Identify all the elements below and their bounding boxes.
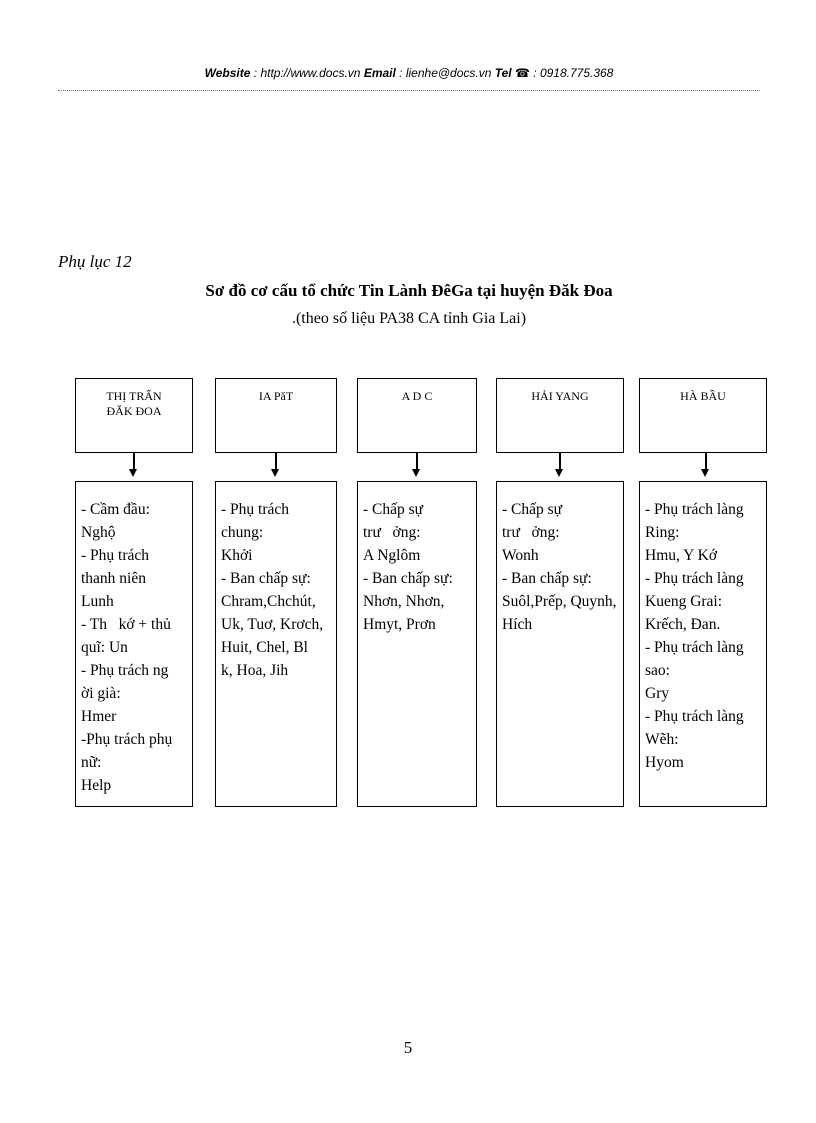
org-detail-box-2 bbox=[215, 481, 337, 807]
detail-line: Suôl,Prếp, Quynh, Hích bbox=[502, 593, 621, 633]
detail-line: Wonh bbox=[502, 547, 539, 564]
org-heading-box-1 bbox=[75, 378, 193, 453]
detail-line: - Chấp sự bbox=[363, 501, 424, 518]
website-value: : http://www.docs.vn bbox=[250, 66, 364, 80]
detail-line: Lunh bbox=[81, 593, 114, 610]
org-heading-box-2 bbox=[215, 378, 337, 453]
detail-line: - Phụ trách chung: bbox=[221, 501, 293, 541]
detail-line: - Ban chấp sự: bbox=[502, 570, 592, 587]
detail-line: Khởi bbox=[221, 547, 253, 564]
detail-line: - Phụ trách làng bbox=[645, 708, 744, 725]
detail-line: Nhơn, Nhơn, Hmyt, Prơn bbox=[363, 593, 449, 633]
detail-line: - Ban chấp sự: bbox=[363, 570, 453, 587]
detail-line: - Phụ trách làng bbox=[645, 639, 744, 656]
detail-line: trư ởng: bbox=[363, 524, 421, 541]
detail-line: -Phụ trách phụ nữ: bbox=[81, 731, 177, 771]
org-heading-text-2: IA PăT bbox=[258, 389, 294, 403]
page-title: Sơ đồ cơ cấu tổ chức Tin Lành ĐêGa tại huyện Đăk Đoa bbox=[205, 281, 613, 300]
down-arrow-icon bbox=[559, 453, 561, 473]
website-label: Website bbox=[204, 66, 251, 80]
detail-line: Kueng Grai: bbox=[645, 593, 723, 610]
detail-line: Gry bbox=[645, 685, 670, 702]
detail-line: - Phụ trách ng ời già: bbox=[81, 662, 181, 702]
detail-line: - Cầm đầu: Nghộ bbox=[81, 501, 154, 541]
org-detail-box-4 bbox=[496, 481, 624, 807]
detail-line: - Phụ trách làng bbox=[645, 570, 744, 587]
org-heading-text-5: HÀ BẦU bbox=[680, 389, 726, 403]
detail-line: A Nglôm bbox=[363, 547, 421, 564]
page-subtitle: .(theo số liệu PA38 CA tỉnh Gia Lai) bbox=[291, 310, 527, 327]
appendix-label: Phụ lục 12 bbox=[58, 252, 132, 271]
detail-line: - Phụ trách làng bbox=[645, 501, 744, 518]
down-arrow-icon bbox=[416, 453, 418, 473]
detail-line: trư ởng: bbox=[502, 524, 560, 541]
org-heading-text-1: THỊ TRẤN ĐĂK ĐOA bbox=[106, 389, 162, 418]
email-label: Email bbox=[363, 66, 396, 80]
org-heading-box-5 bbox=[639, 378, 767, 453]
down-arrow-icon bbox=[133, 453, 135, 473]
detail-line: Chram,Chchút, Uk, Tuơ, Krơch, Huit, Chel, Bl k, Hoa, Jih bbox=[221, 593, 327, 679]
page-header bbox=[58, 66, 760, 80]
tel-value: ☎ : 0918.775.368 bbox=[511, 66, 614, 80]
detail-line: - Ban chấp sự: bbox=[221, 570, 311, 587]
detail-line: Hyom bbox=[645, 754, 684, 771]
detail-line: sao: bbox=[645, 662, 670, 679]
email-value: : lienhe@docs.vn bbox=[395, 66, 495, 80]
detail-line: Wẽh: bbox=[645, 731, 679, 748]
org-heading-text-4: HẢI YANG bbox=[531, 389, 589, 403]
header-divider bbox=[58, 90, 760, 91]
org-detail-box-5 bbox=[639, 481, 767, 807]
detail-line: - Phụ trách thanh niên bbox=[81, 547, 153, 587]
detail-line: Help bbox=[81, 777, 112, 794]
org-heading-box-3 bbox=[357, 378, 477, 453]
down-arrow-icon bbox=[275, 453, 277, 473]
org-heading-box-4 bbox=[496, 378, 624, 453]
detail-line: Hmer bbox=[81, 708, 117, 725]
page-number: 5 bbox=[403, 1038, 413, 1057]
detail-line: Krếch, Đan. bbox=[645, 616, 721, 633]
detail-line: - Th kớ + thủ quĩ: Un bbox=[81, 616, 175, 656]
org-detail-box-1 bbox=[75, 481, 193, 807]
org-heading-text-3: A D C bbox=[401, 389, 433, 403]
detail-line: Ring: bbox=[645, 524, 680, 541]
detail-line: Hmu, Y Kớ bbox=[645, 547, 718, 564]
tel-label: Tel bbox=[494, 66, 512, 80]
detail-line: - Chấp sự bbox=[502, 501, 563, 518]
org-detail-box-3 bbox=[357, 481, 477, 807]
down-arrow-icon bbox=[705, 453, 707, 473]
